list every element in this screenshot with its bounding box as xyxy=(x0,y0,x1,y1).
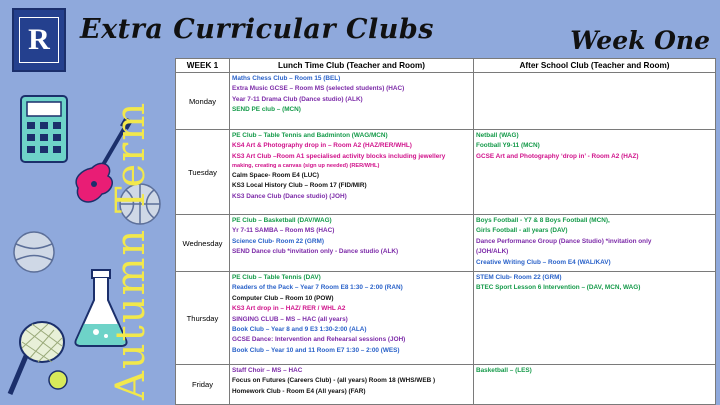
club-entry: Science Club- Room 22 (GRM) xyxy=(232,237,324,245)
lunch-club-cell xyxy=(230,365,474,405)
club-entry: KS3 Art drop in – HAZ/ RER / WHL A2 xyxy=(232,305,346,313)
club-entry: BTEC Sport Lesson 6 Intervention – (DAV, MCN, WAG) xyxy=(476,284,641,292)
club-entry: Boys Football - Y7 & 8 Boys Football (MCN), xyxy=(476,217,610,224)
club-entry: Creative Writing Club – Room E4 (WAL/KAV) xyxy=(476,258,611,266)
club-entry: Focus on Futures (Careers Club) - (all years) Room 18 (WHS/WEB ) xyxy=(232,377,436,385)
ball-icon xyxy=(12,230,56,274)
club-entry: KS3 Dance Club (Dance studio) (JOH) xyxy=(232,192,347,200)
club-entry: Maths Chess Club – Room 15 (BEL) xyxy=(232,75,341,82)
club-entry: Dance Performance Group (Dance Studio) *invitation only xyxy=(476,237,652,245)
club-entry: Basketball – (LES) xyxy=(476,367,532,374)
table-row xyxy=(176,130,716,215)
club-entry: Yr 7-11 SAMBA – Room MS (HAC) xyxy=(232,227,335,235)
club-entry: PE Club – Table Tennis (DAV) xyxy=(232,274,321,281)
clubs-table xyxy=(175,58,716,405)
club-entry: SEND Dance club *invitation only - Dance studio (ALK) xyxy=(232,248,399,256)
after-school-club-cell xyxy=(474,365,716,405)
day-cell: Tuesday xyxy=(176,130,230,215)
tennis-racket-icon xyxy=(6,318,70,398)
club-entry: (JOH/ALK) xyxy=(476,248,509,256)
club-entry: Homework Club - Room E4 (All years) (FAR) xyxy=(232,387,366,395)
table-row xyxy=(176,73,716,130)
table-row xyxy=(176,365,716,405)
calculator-icon xyxy=(20,95,68,163)
club-entry: KS4 Art & Photography drop in – Room A2 (HAZ/RER/WHL) xyxy=(232,142,412,150)
after-school-club-cell xyxy=(474,73,716,130)
club-entry: Book Club – Year 10 and 11 Room E7 1:30 – 2:00 (WES) xyxy=(232,346,400,354)
club-entry: Extra Music GCSE – Room MS (selected students) (HAC) xyxy=(232,85,405,93)
header-lunch: Lunch Time Club (Teacher and Room) xyxy=(230,59,474,73)
club-entry: Netball (WAG) xyxy=(476,132,519,139)
club-entry: Staff Choir – MS – HAC xyxy=(232,367,303,374)
club-entry: KS3 Local History Club – Room 17 (FID/MIR) xyxy=(232,182,367,190)
after-school-club-cell xyxy=(474,272,716,365)
club-entry: Girls Football - all years (DAV) xyxy=(476,227,568,235)
logo-letter: R xyxy=(19,17,59,63)
header-week: WEEK 1 xyxy=(176,59,230,73)
day-cell: Friday xyxy=(176,365,230,405)
after-school-club-cell xyxy=(474,130,716,215)
lunch-club-cell xyxy=(230,130,474,215)
day-cell: Wednesday xyxy=(176,215,230,272)
club-entry: GCSE Art and Photography ‘drop in’ - Room A2 (HAZ) xyxy=(476,152,639,160)
table-row xyxy=(176,272,716,365)
term-label: Autumn Term xyxy=(108,100,154,400)
club-entry: STEM Club- Room 22 (GRM) xyxy=(476,274,562,281)
club-entry: Computer Club – Room 10 (POW) xyxy=(232,294,334,302)
header-after-school: After School Club (Teacher and Room) xyxy=(474,59,716,73)
day-cell: Thursday xyxy=(176,272,230,365)
lunch-club-cell xyxy=(230,73,474,130)
after-school-club-cell xyxy=(474,215,716,272)
day-cell: Monday xyxy=(176,73,230,130)
club-entry: Football Y9-11 (MCN) xyxy=(476,142,540,150)
club-entry: SEND PE club – (MCN) xyxy=(232,106,301,114)
table-header-row xyxy=(176,59,716,73)
club-entry: Calm Space- Room E4 (LUC) xyxy=(232,171,319,179)
table-row xyxy=(176,215,716,272)
page-title: Extra Curricular Clubs xyxy=(80,14,434,45)
club-entry: GCSE Dance: Intervention and Rehearsal sessions (JOH) xyxy=(232,336,406,344)
lunch-club-cell xyxy=(230,215,474,272)
club-entry: Readers of the Pack – Year 7 Room E8 1:30 – 2:00 (RAN) xyxy=(232,284,403,292)
club-entry: making, creating a canvas (sign up needed) (RER/WHL) xyxy=(232,163,380,170)
club-entry: KS3 Art Club –Room A1 specialised activity blocks including jewellery xyxy=(232,152,446,160)
week-label: Week One xyxy=(570,26,710,55)
school-logo xyxy=(12,8,66,72)
club-entry: PE Club – Table Tennis and Badminton (WAG/MCN) xyxy=(232,132,388,139)
club-entry: PE Club – Basketball (DAV/WAG) xyxy=(232,217,332,224)
club-entry: SINGING CLUB – MS – HAC (all years) xyxy=(232,315,348,323)
club-entry: Year 7-11 Drama Club (Dance studio) (ALK) xyxy=(232,95,363,103)
club-entry: Book Club – Year 8 and 9 E3 1:30-2:00 (ALA) xyxy=(232,326,367,334)
lunch-club-cell xyxy=(230,272,474,365)
